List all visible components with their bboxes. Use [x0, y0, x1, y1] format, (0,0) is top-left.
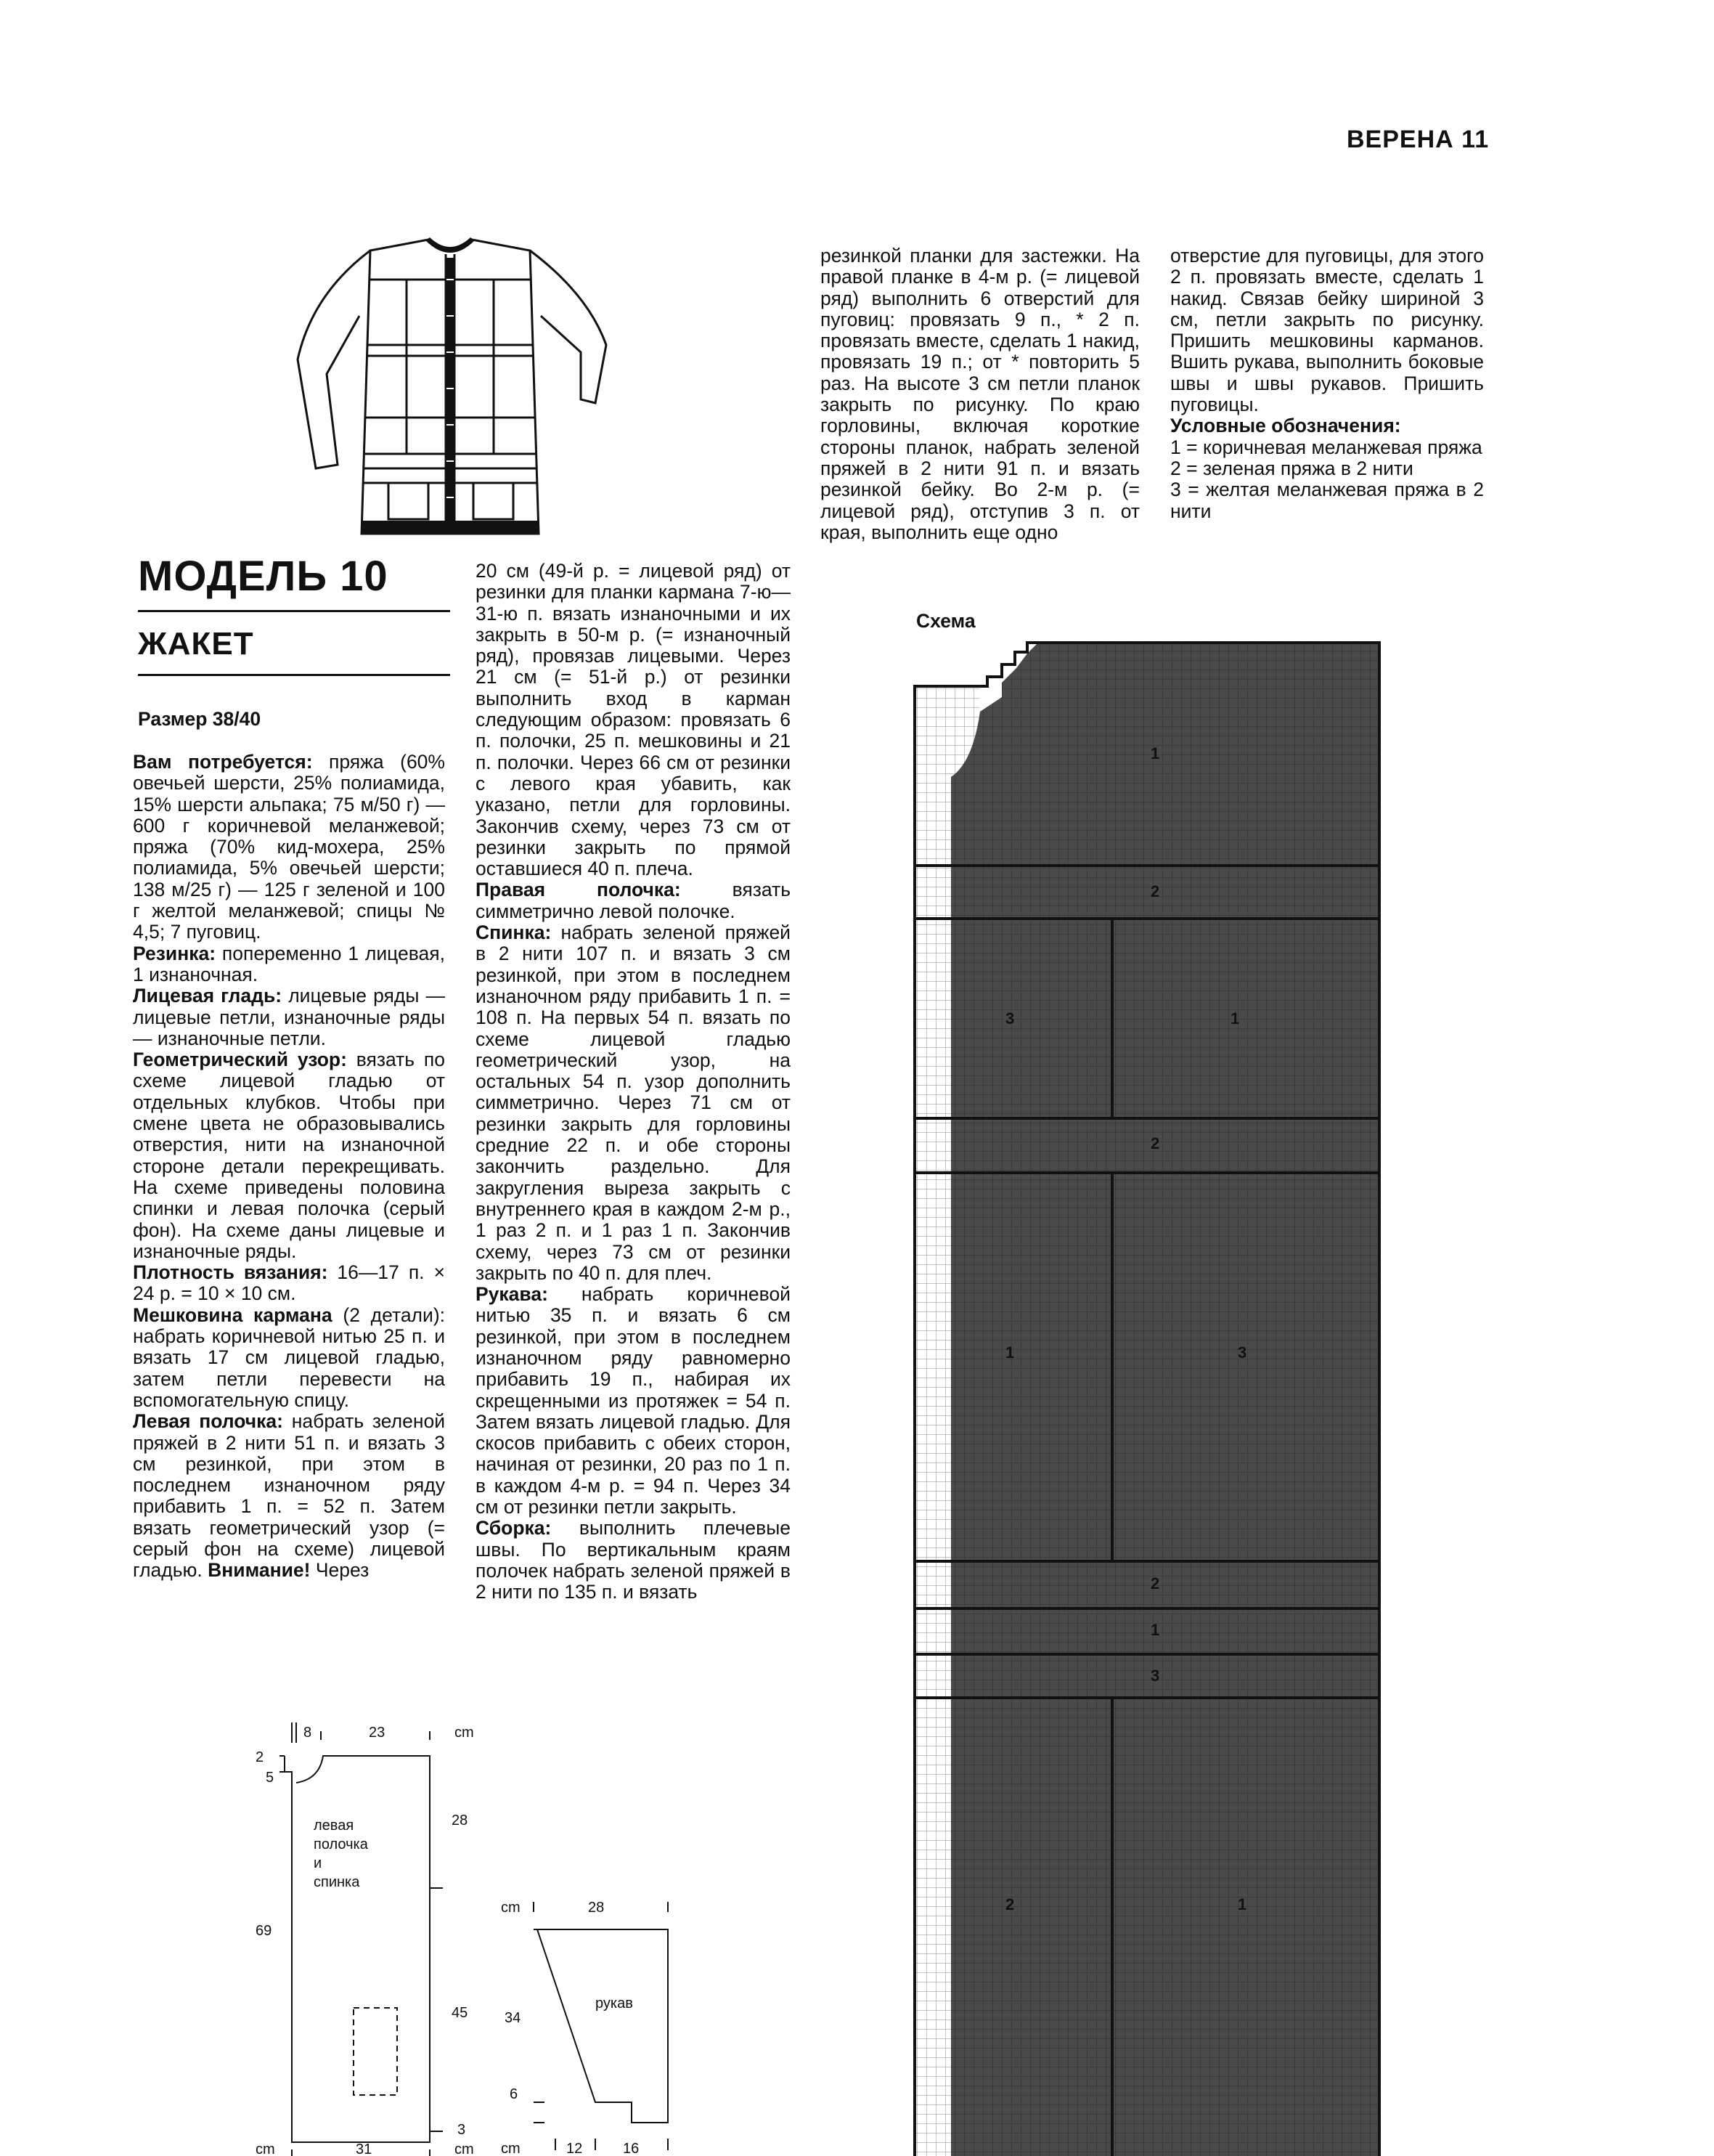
chart-label: 3: [1005, 1009, 1015, 1028]
paragraph: Геометрический узор: вязать по схеме лицевой гладью от отдельных клубков. Чтобы при смене цвета не образовывались отверстия, нити на изнаночной стороне детали перекрещивать. На схеме приведены половина спинки и левая полочка (серый фон). На схеме даны лицевые и изнаночные ряды.: [133, 1049, 445, 1262]
chart-label: 2: [1151, 1134, 1160, 1152]
schema-title: Схема: [916, 610, 976, 632]
dim-left-1: 34: [505, 2010, 521, 2026]
chart-label: 1: [1231, 1009, 1240, 1028]
paragraph: Спинка: набрать зеленой пряжей в 2 нити 107 п. и вязать 3 см резинкой, при этом в последнем изнаночном ряду прибавить 1 п. = 108 п. На первых 54 п. вязать по схеме лицевой гладью геометрический узор, на остальных 54 п. узор дополнить симметрично. Через 71 см от резинки закрыть для горловины средние 22 п. и обе стороны закончить раздельно. Для закругления выреза закрыть с внутреннего края в каждом 2-м р., 1 раз 2 п. и 1 раз 1 п. Закончив схему, через 73 см от резинки закрыть по 40 п. для плеч.: [476, 922, 791, 1284]
instructions-column-4: [1170, 245, 1484, 522]
legend-item: 2 = зеленая пряжа в 2 нити: [1170, 457, 1413, 479]
legend-item: 1 = коричневая меланжевая пряжа: [1170, 436, 1482, 458]
pattern-label-line: полочка: [314, 1836, 368, 1852]
size-label: Размер 38/40: [138, 708, 261, 730]
paragraph: Рукава: набрать коричневой нитью 35 п. и вязать 6 см резинкой, при этом в последнем изнаночном ряду равномерно прибавить 19 п., набирая их скрещенными из протяжек = 54 п. Затем вязать лицевой гладью. Для скосов прибавить с обеих сторон, начиная от резинки, 20 раз по 1 п. в каждом 4-м р. = 94 п. Через 34 см от резинки петли закрыть.: [476, 1283, 791, 1518]
dim-top-1: 8: [303, 1725, 312, 1741]
model-title: МОДЕЛЬ 10: [138, 553, 388, 600]
paragraph: Мешковина кармана (2 детали): набрать коричневой нитью 25 п. и вязать 17 см лицевой гладью, затем петли перевести на вспомогательную спицу.: [133, 1303, 446, 1411]
pattern-label-line: левая: [314, 1818, 354, 1834]
chart-dark-area: [951, 643, 1379, 2156]
paragraph: Резинка: попеременно 1 лицевая, 1 изнаночная.: [133, 942, 445, 985]
paragraph: Сборка: выполнить плечевые швы. По вертикальным краям полочек набрать зеленой пряжей в 2 нити по 135 п. и вязать: [476, 1517, 791, 1603]
paragraph: отверстие для пуговицы, для этого 2 п. провязать вместе, сделать 1 накид. Связав бейку шириной 3 см, петли закрыть по рисунку. Пришить мешковины карманов. Вшить рукава, выполнить боковые швы и швы рукавов. Пришить пуговицы.: [1170, 245, 1484, 416]
paragraph: Вам потребуется: пряжа (60% овечьей шерсти, 25% полиамида, 15% шерсти альпака; 75 м/50 г) — 600 г коричневой меланжевой; пряжа (70% кид-мохера, 25% полиамида, 5% овечьей шерсти; 138 м/25 г) — 125 г зеленой и 100 г желтой меланжевой; спицы № 4,5; 7 пуговиц.: [133, 751, 445, 943]
dim-top-2: 23: [369, 1725, 385, 1741]
chart-label: 2: [1005, 1895, 1015, 1913]
paragraph: Плотность вязания: 16—17 п. × 24 р. = 10 × 10 см.: [133, 1261, 445, 1305]
paragraph: 20 см (49-й р. = лицевой ряд) от резинки для планки кармана 7-ю—31-ю п. вязать изнаночными и их закрыть в 50-м р. (= изнаночный ряд), провязав лицевыми. Через 21 см (= 51-й р.) от резинки выполнить вход в карман следующим образом: провязать 6 п. полочки, 25 п. мешковины и 21 п. полочки. Через 66 см от резинки с левого края убавить, как указано, петли для горловины. Закончив схему, через 73 см от резинки закрыть по прямой оставшиеся 40 п. плеча.: [476, 560, 791, 880]
chart-label: 1: [1005, 1343, 1015, 1362]
unit-label: cm: [454, 2141, 474, 2156]
dim-left: 69: [256, 1923, 272, 1939]
sleeve-label: рукав: [595, 1996, 633, 2011]
dim-right-1: 28: [452, 1813, 468, 1828]
paragraph: Левая полочка: набрать зеленой пряжей в 2 нити 51 п. и вязать 3 см резинкой, при этом в последнем изнаночном ряду прибавить 1 п. = 52 п. Затем вязать геометрический узор (= серый фон на схеме) лицевой гладью. Внимание! Через: [133, 1410, 446, 1582]
chart-label: 2: [1151, 882, 1160, 900]
dim-right-2: 45: [452, 2005, 468, 2021]
chart-label: 1: [1151, 1621, 1160, 1639]
legend-title: Условные обозначения:: [1170, 415, 1401, 437]
pattern-label-line: спинка: [314, 1874, 360, 1890]
dim-left-top-1: 2: [256, 1749, 264, 1765]
instructions-column-2: [476, 561, 791, 1603]
unit-label: cm: [501, 2141, 521, 2156]
chart-label: 1: [1151, 744, 1160, 762]
chart-label: 1: [1238, 1895, 1247, 1913]
paragraph: Правая полочка: вязать симметрично левой полочке.: [476, 879, 791, 922]
legend-item: 3 = желтая меланжевая пряжа в 2 нити: [1170, 479, 1484, 522]
chart-label: 3: [1238, 1343, 1247, 1362]
paragraph: резинкой планки для застежки. На правой планке в 4-м р. (= лицевой ряд) выполнить 6 отверстий для пуговиц: провязать 9 п., * 2 п. провязать вместе, сделать 1 накид, провязать 19 п.; от * повторить 5 раз. На высоте 3 см петли планок закрыть по рисунку. По краю горловины, включая короткие стороны планок, набрать зеленой пряжей в 2 нити 91 п. и вязать резинкой бейку. Во 2-м р. (= лицевой ряд), отступив 3 п. от края, выполнить еще одно: [820, 245, 1140, 543]
chart-label: 2: [1151, 1574, 1160, 1592]
instructions-column-3: [820, 245, 1140, 543]
dim-top: 28: [588, 1900, 605, 1916]
pattern-front-back: [240, 1721, 486, 2156]
paragraph: Лицевая гладь: лицевые ряды — лицевые петли, изнаночные ряды — изнаночные петли.: [133, 985, 445, 1049]
dim-bottom-2: 16: [623, 2141, 640, 2156]
page-header: [1347, 126, 1489, 154]
jacket-illustration: [283, 236, 617, 548]
dim-right-3: 3: [457, 2122, 466, 2138]
dim-left-2: 6: [510, 2086, 518, 2102]
unit-label: cm: [454, 1725, 474, 1741]
model-subtitle: ЖАКЕТ: [138, 626, 254, 662]
knitting-chart: [907, 632, 1394, 2156]
pattern-sleeve: [494, 1899, 682, 2156]
page-number: 11: [1461, 126, 1490, 153]
dim-bottom-1: 12: [566, 2141, 583, 2156]
unit-label: cm: [501, 1900, 521, 1916]
dim-left-top-2: 5: [266, 1770, 274, 1786]
unit-label: cm: [256, 2141, 275, 2156]
chart-label: 3: [1151, 1667, 1160, 1685]
dim-bottom: 31: [356, 2141, 372, 2156]
title-rule: [138, 610, 450, 612]
magazine-name: ВЕРЕНА: [1347, 126, 1454, 153]
pattern-label-line: и: [314, 1855, 322, 1871]
subtitle-rule: [138, 674, 450, 676]
instructions-column-1: [133, 752, 445, 1582]
